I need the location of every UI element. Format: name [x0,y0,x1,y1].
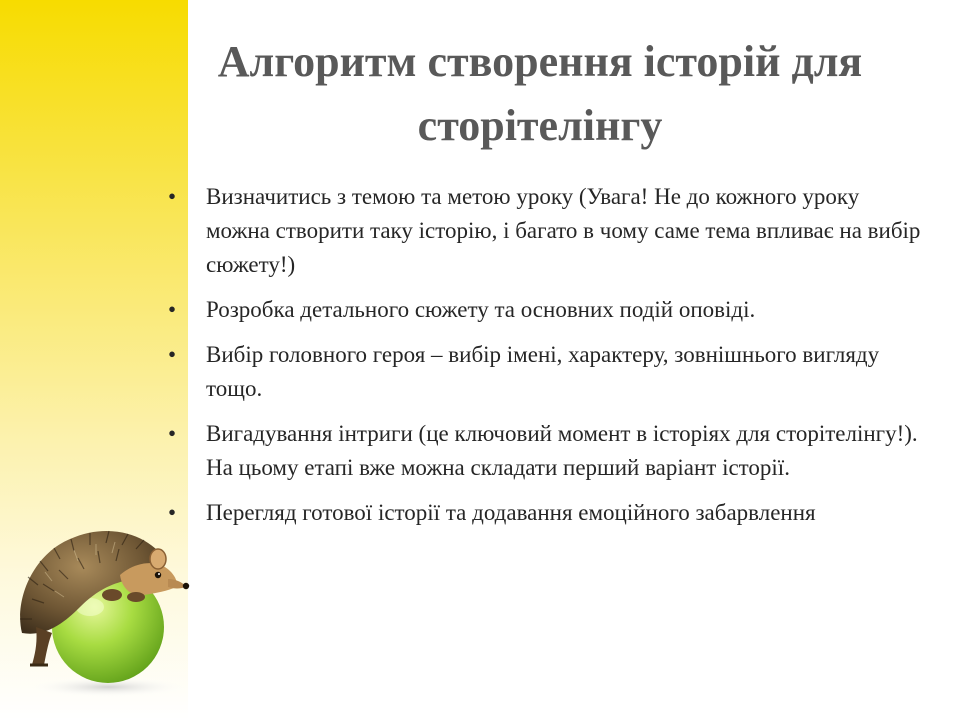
bullet-marker: • [168,342,177,367]
bullet-marker: • [168,500,177,525]
bullet-item [168,293,928,327]
bullet-text: Визначитись з темою та метою уроку (Увага! Не до кожного уроку можна створити таку історію, і багато в чому саме тема впливає на вибір сюжету!) [206,184,921,277]
bullet-item [168,417,928,485]
hedgehog-on-apple-icon [8,515,200,700]
slide-title: Алгоритм створення історій для сторітелінгу [217,37,863,150]
bullet-item [168,338,928,406]
bullet-marker: • [168,421,177,446]
bullet-marker: • [168,297,177,322]
bullet-marker: • [168,184,177,209]
bullet-item [168,180,928,282]
bullet-item [168,496,928,530]
bullet-text: Вибір головного героя – вибір імені, характеру, зовнішнього вигляду тощо. [206,342,880,401]
bullet-text: Перегляд готової історії та додавання емоційного забарвлення [206,500,816,525]
bullet-text: Розробка детального сюжету та основних подій оповіді. [206,297,756,322]
bullet-list [168,180,928,541]
bullet-text: Вигадування інтриги (це ключовий момент в історіях для сторітелінгу!). На цьому етапі вже можна складати перший варіант історії. [206,421,918,480]
